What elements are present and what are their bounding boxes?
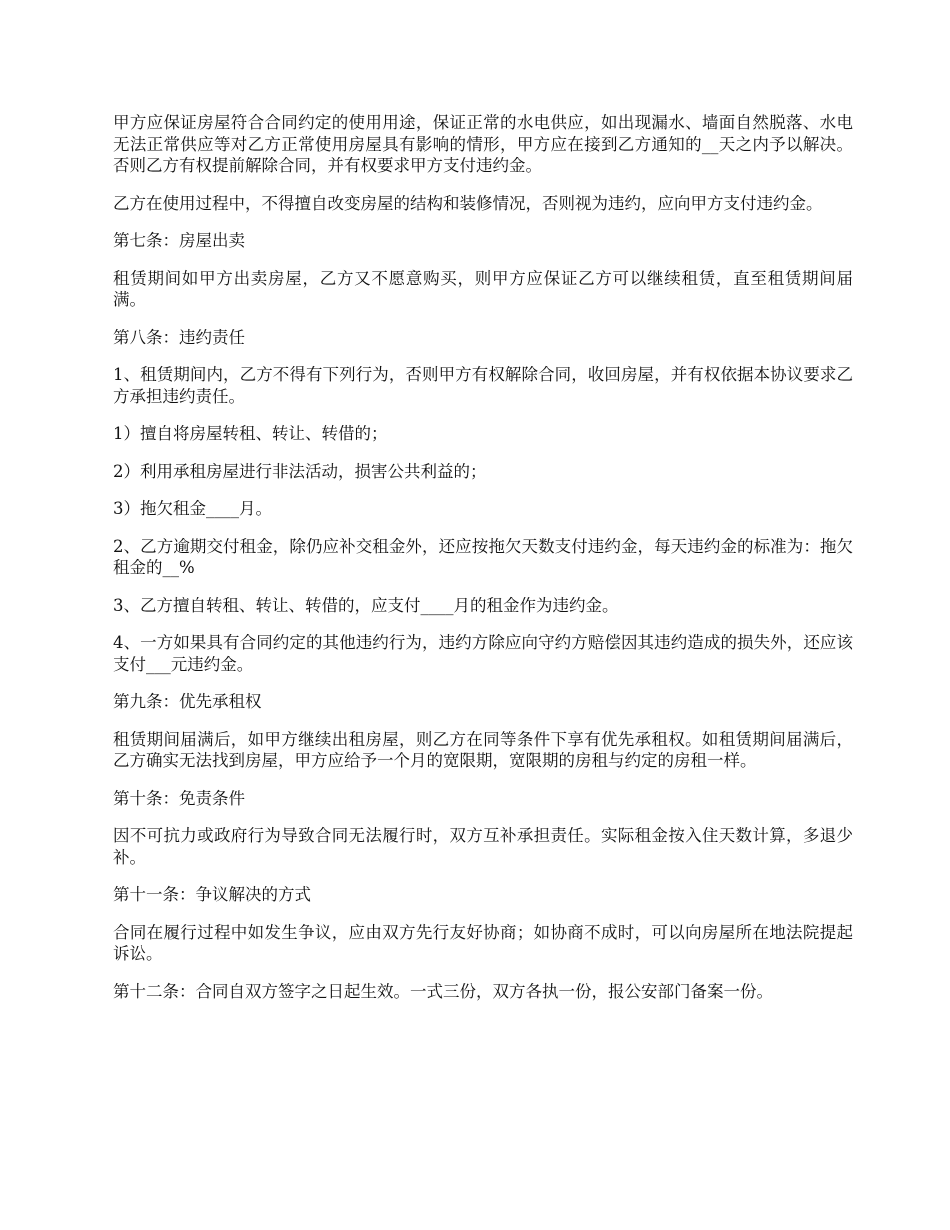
paragraph-no-alteration: 乙方在使用过程中，不得擅自改变房屋的结构和装修情况，否则视为违约，应向甲方支付违约金。 — [113, 193, 823, 213]
paragraph-breach-3: 3、乙方擅自转租、转让、转借的，应支付____月的租金作为违约金。 — [113, 595, 619, 615]
paragraph-house-sale: 租赁期间如甲方出卖房屋，乙方又不愿意购买，则甲方应保证乙方可以继续租赁，直至租赁期间届满。 — [113, 268, 853, 309]
paragraph-breach-1-item-1: 1）擅自将房屋转租、转让、转借的； — [113, 424, 388, 443]
paragraph-breach-1-item-3: 3）拖欠租金____月。 — [113, 499, 272, 518]
paragraph-breach-4: 4、一方如果具有合同约定的其他违约行为，违约方除应向守约方赔偿因其违约造成的损失外，还应该支付___元违约金。 — [113, 633, 853, 674]
article-7-heading: 第七条：房屋出卖 — [113, 231, 245, 250]
paragraph-utilities-obligation: 甲方应保证房屋符合合同约定的使用用途，保证正常的水电供应，如出现漏水、墙面自然脱落、水电无法正常供应等对乙方正常使用房屋具有影响的情形，甲方应在接到乙方通知的__天之内予以解决。否则乙方有权提前解除合同，并有权要求甲方支付违约金。 — [113, 113, 853, 175]
paragraph-breach-1-item-2: 2）利用承租房屋进行非法活动，损害公共利益的； — [113, 461, 487, 481]
article-11-heading: 第十一条：争议解决的方式 — [113, 885, 311, 904]
article-12-effective: 第十二条：合同自双方签字之日起生效。一式三份，双方各执一份，报公安部门备案一份。 — [113, 981, 773, 1001]
article-8-heading: 第八条：违约责任 — [113, 327, 245, 347]
article-10-heading: 第十条：免责条件 — [113, 788, 245, 808]
article-9-heading: 第九条：优先承租权 — [113, 692, 262, 711]
paragraph-breach-1: 1、租赁期间内，乙方不得有下列行为，否则甲方有权解除合同，收回房屋，并有权依据本协议要求乙方承担违约责任。 — [113, 365, 853, 406]
document-body — [113, 112, 853, 1018]
paragraph-exemption: 因不可抗力或政府行为导致合同无法履行时，双方互补承担责任。实际租金按入住天数计算，多退少补。 — [113, 826, 853, 867]
paragraph-dispute-resolution: 合同在履行过程中如发生争议，应由双方先行友好协商；如协商不成时，可以向房屋所在地法院提起诉讼。 — [113, 922, 853, 963]
paragraph-priority-lease: 租赁期间届满后，如甲方继续出租房屋，则乙方在同等条件下享有优先承租权。如租赁期间届满后，乙方确实无法找到房屋，甲方应给予一个月的宽限期，宽限期的房租与约定的房租一样。 — [113, 729, 853, 770]
paragraph-breach-2: 2、乙方逾期交付租金，除仍应补交租金外，还应按拖欠天数支付违约金，每天违约金的标准为：拖欠租金的__% — [113, 536, 853, 577]
